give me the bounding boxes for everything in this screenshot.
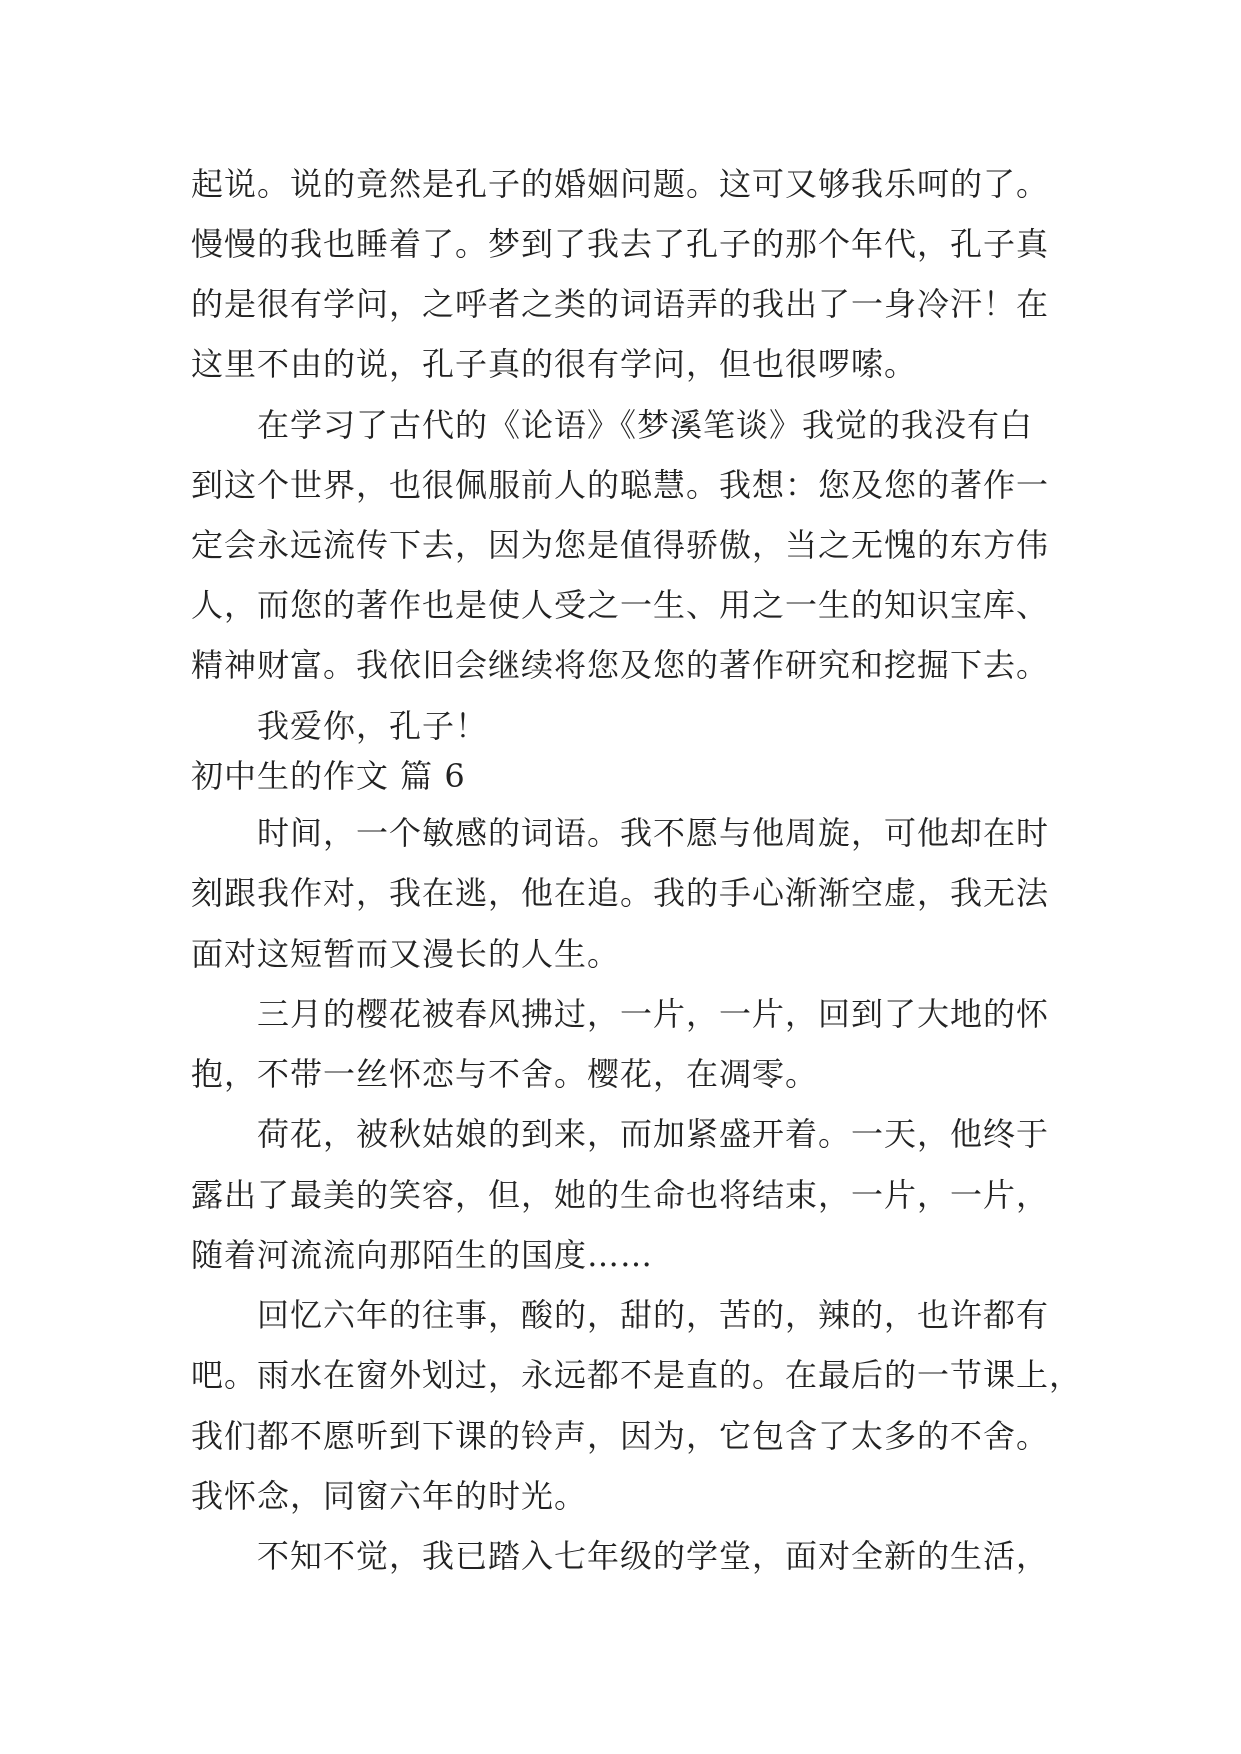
text-line: 的是很有学问，之呼者之类的词语弄的我出了一身冷汗！在 bbox=[191, 285, 1050, 323]
paragraph-start-line: 三月的樱花被春风拂过，一片，一片，回到了大地的怀 bbox=[257, 995, 1050, 1033]
text-line: 慢慢的我也睡着了。梦到了我去了孔子的那个年代，孔子真 bbox=[191, 225, 1050, 263]
paragraph-start-line: 荷花，被秋姑娘的到来，而加紧盛开着。一天，他终于 bbox=[257, 1115, 1050, 1153]
text-line: 刻跟我作对，我在逃，他在追。我的手心渐渐空虚，我无法 bbox=[191, 874, 1050, 912]
text-line: 抱，不带一丝怀恋与不舍。樱花，在凋零。 bbox=[191, 1055, 819, 1093]
text-line: 到这个世界，也很佩服前人的聪慧。我想：您及您的著作一 bbox=[191, 466, 1050, 504]
text-line: 吧。雨水在窗外划过，永远都不是直的。在最后的一节课上， bbox=[191, 1356, 1083, 1394]
text-line: 随着河流流向那陌生的国度…… bbox=[191, 1236, 654, 1274]
text-line: 定会永远流传下去，因为您是值得骄傲，当之无愧的东方伟 bbox=[191, 526, 1050, 564]
paragraph-start-line: 时间，一个敏感的词语。我不愿与他周旋，可他却在时 bbox=[257, 814, 1050, 852]
text-line: 面对这短暂而又漫长的人生。 bbox=[191, 935, 621, 973]
paragraph-start-line: 我爱你，孔子！ bbox=[257, 707, 489, 745]
paragraph-start-line: 回忆六年的往事，酸的，甜的，苦的，辣的，也许都有 bbox=[257, 1296, 1050, 1334]
text-line: 这里不由的说，孔子真的很有学问，但也很啰嗦。 bbox=[191, 345, 918, 383]
text-line: 人，而您的著作也是使人受之一生、用之一生的知识宝库、 bbox=[191, 586, 1050, 624]
text-line: 精神财富。我依旧会继续将您及您的著作研究和挖掘下去。 bbox=[191, 646, 1050, 684]
paragraph-start-line: 在学习了古代的《论语》《梦溪笔谈》我觉的我没有白 bbox=[257, 406, 1034, 444]
text-line: 我怀念，同窗六年的时光。 bbox=[191, 1477, 588, 1515]
paragraph-start-line: 不知不觉，我已踏入七年级的学堂，面对全新的生活， bbox=[257, 1537, 1050, 1575]
text-line: 露出了最美的笑容，但，她的生命也将结束，一片，一片， bbox=[191, 1176, 1050, 1214]
text-line: 起说。说的竟然是孔子的婚姻问题。这可又够我乐呵的了。 bbox=[191, 165, 1050, 203]
text-line: 我们都不愿听到下课的铃声，因为，它包含了太多的不舍。 bbox=[191, 1417, 1050, 1455]
section-heading: 初中生的作文 篇 6 bbox=[191, 757, 466, 795]
